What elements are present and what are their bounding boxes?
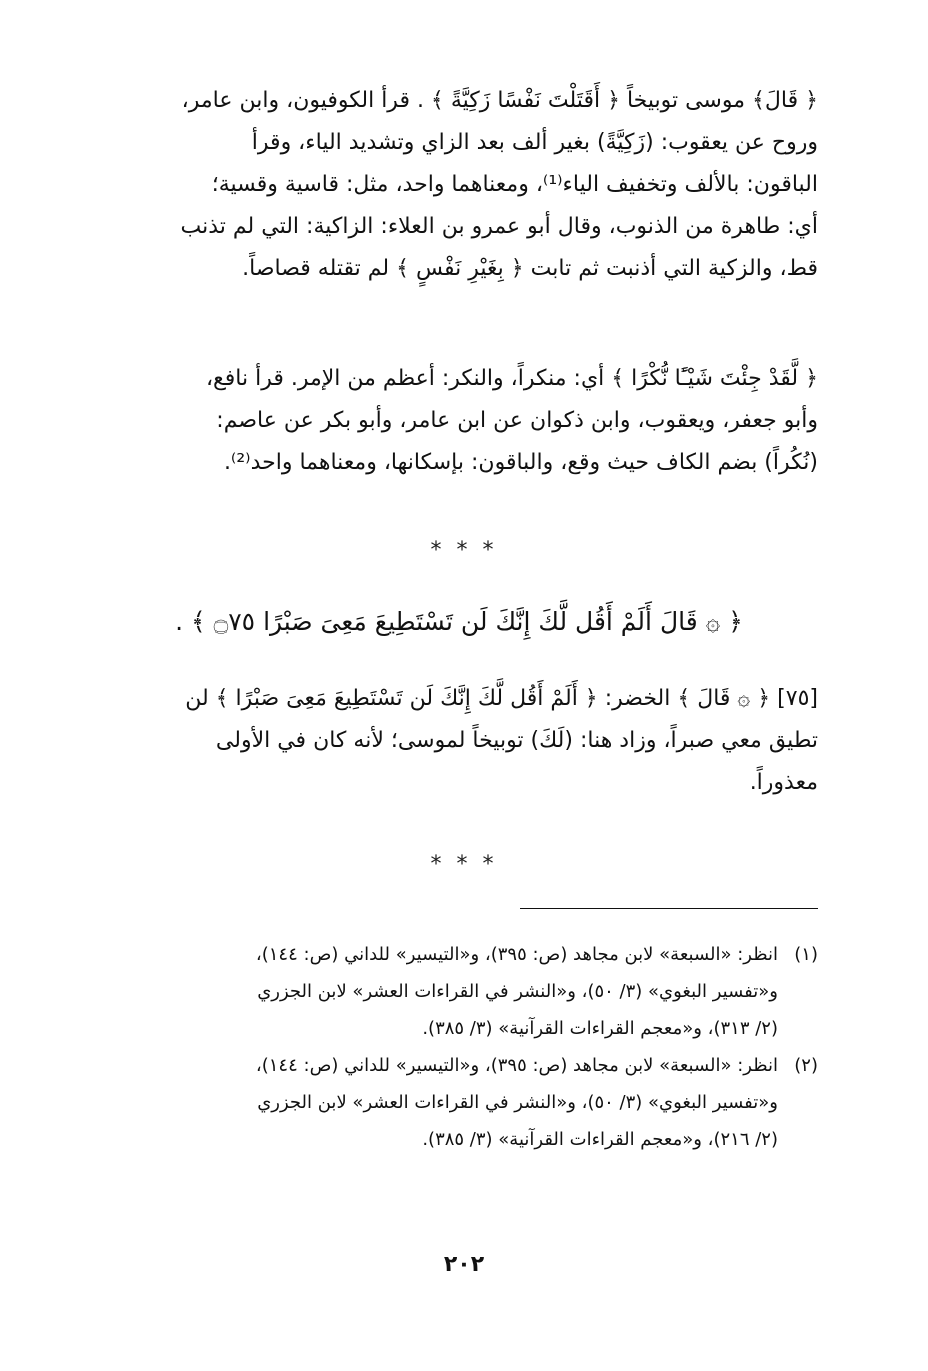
section-separator: * * * <box>430 538 498 563</box>
text-line: تطيق معي صبراً، وزاد هنا: (لَكَ) توبيخاً لموسى؛ لأنه كان في الأولى <box>215 728 818 753</box>
text-line: قط، والزكية التي أذنبت ثم تابت ﴿ بِغَيْرِ نَفْسٍ ﴾ لم تقتله قصاصاً. <box>242 256 818 281</box>
footnote-line: و«تفسير البغوي» (٣/ ٥٠)، و«النشر في القراءات العشر» لابن الجزري <box>257 1092 778 1113</box>
footnote-line: (٢/ ٢١٦)، و«معجم القراءات القرآنية» (٣/ ٣٨٥). <box>422 1129 778 1150</box>
text-line: وروح عن يعقوب: (زَكِيَّةً) بغير ألف بعد الزاي وتشديد الياء، وقرأ <box>251 130 818 155</box>
footnote-number: (١) <box>794 944 818 965</box>
text-line: معذوراً. <box>749 770 818 795</box>
footnote-rule <box>520 908 818 909</box>
footnote-line: و«تفسير البغوي» (٣/ ٥٠)، و«النشر في القراءات العشر» لابن الجزري <box>257 981 778 1002</box>
footnotes <box>100 936 818 1158</box>
text-line: ﴿ لَّقَدْ جِئْتَ شَيْـًٔا نُّكْرًا ﴾ أي: منكراً، والنكر: أعظم من الإمر. قرأ نافع، <box>205 366 818 391</box>
paragraph-verse-75-commentary <box>100 678 818 804</box>
text-line: الباقون: بالألف وتخفيف الياء⁽¹⁾، ومعناهما واحد، مثل: قاسية وقسية؛ <box>211 172 818 197</box>
footnote-line: انظر: «السبعة» لابن مجاهد (ص: ٣٩٥)، و«التيسير» للداني (ص: ١٤٤)، <box>255 944 778 965</box>
footnote-line: (٢/ ٣١٣)، و«معجم القراءات القرآنية» (٣/ ٣٨٥). <box>422 1018 778 1039</box>
page-number: ٢٠٢ <box>443 1252 485 1277</box>
footnote-body <box>100 1047 778 1158</box>
verse-75: ﴿ ۞ قَالَ أَلَمْ أَقُل لَّكَ إِنَّكَ لَن تَسْتَطِيعَ مَعِىَ صَبْرًا ۝٧٥ ﴾ . <box>175 607 743 636</box>
text-line: وأبو جعفر، ويعقوب، وابن ذكوان عن ابن عامر، وأبو بكر عن عاصم: <box>216 408 818 433</box>
footnote-number: (٢) <box>794 1055 818 1076</box>
paragraph-nukr <box>100 358 818 484</box>
text-line: ﴿ قَالَ﴾ موسى توبيخاً ﴿ أَقَتَلْتَ نَفْسًا زَكِيَّةً ﴾ . قرأ الكوفيون، وابن عامر، <box>181 88 818 113</box>
section-separator: * * * <box>430 852 498 877</box>
text-line: (نُكُراً) بضم الكاف حيث وقع، والباقون: بإسكانها، ومعناهما واحد⁽²⁾. <box>223 450 818 475</box>
footnote-1 <box>100 936 818 1047</box>
footnote-line: انظر: «السبعة» لابن مجاهد (ص: ٣٩٥)، و«التيسير» للداني (ص: ١٤٤)، <box>255 1055 778 1076</box>
footnote-body <box>100 936 778 1047</box>
text-line: [٧٥] ﴿ ۞ قَالَ ﴾ الخضر: ﴿ أَلَمْ أَقُل لَّكَ إِنَّكَ لَن تَسْتَطِيعَ مَعِىَ صَبْرًا ﴾ لن <box>185 686 818 711</box>
text-line: أي: طاهرة من الذنوب، وقال أبو عمرو بن العلاء: الزاكية: التي لم تذنب <box>180 214 818 239</box>
paragraph-zakiyya <box>100 80 818 290</box>
footnote-2 <box>100 1047 818 1158</box>
